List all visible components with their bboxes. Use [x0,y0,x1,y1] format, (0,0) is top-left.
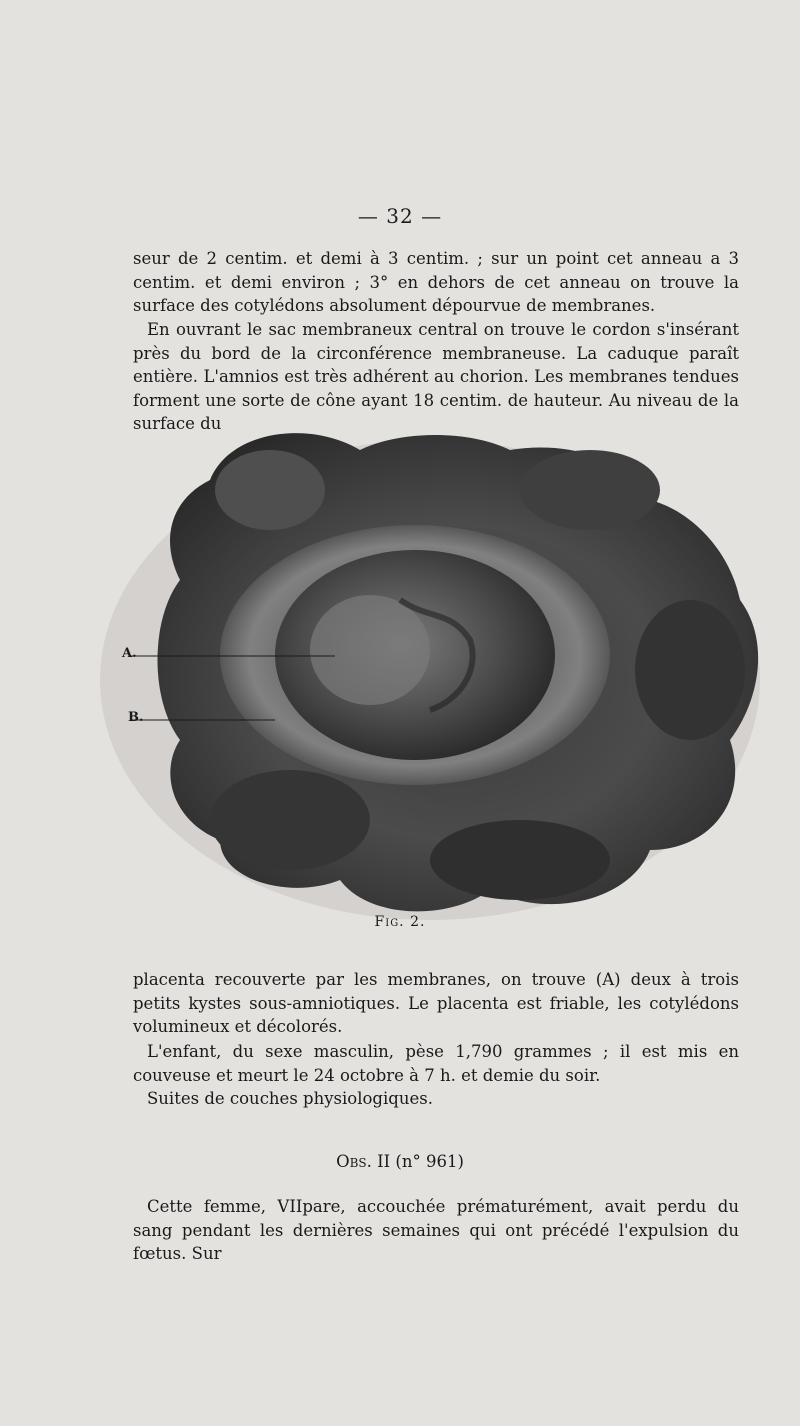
page-number: — 32 — [357,204,443,228]
observation-heading [0,1152,800,1171]
cotyledon-lobe [215,450,325,530]
paragraph-placenta: placenta recouverte par les membranes, on trouve (A) deux à trois petits kystes sous-amniotiques. Le placenta est friable, les cotylédons volumineux et décolorés. [133,970,739,1037]
placenta-figure [70,420,770,940]
cotyledon-lobe [520,450,660,530]
figure-caption: Fig. 2. [374,914,426,930]
paragraph-enfant: L'enfant, du sexe masculin, pèse 1,790 grammes ; il est mis en couveuse et meurt le 24 octobre à 7 h. et demie du soir. [133,1042,739,1085]
placenta-illustration [70,420,770,940]
cotyledon-lobe [430,820,610,900]
figure-label-a: A. [122,646,137,661]
figure-label-b: B. [128,710,144,725]
cotyledon-lobe [635,600,745,740]
observation-number: (n° 961) [395,1152,464,1171]
paragraph-obs-ii: Cette femme, VIIpare, accouchée prématurément, avait perdu du sang pendant les dernières semaines qui ont précédé l'expulsion du fœtus. Sur [133,1197,739,1264]
cord-region [310,595,430,705]
cotyledon-lobe [210,770,370,870]
paragraph-membranes: En ouvrant le sac membraneux central on trouve le cordon s'insérant près du bord de la circonférence membraneuse. La caduque paraît entière. L'amnios est très adhérent au chorion. Les membranes tendues forment une sorte de cône ayant 18 centim. de hauteur. Au niveau de la surface du [133,320,739,434]
paragraph-suites: Suites de couches physiologiques. [147,1089,433,1108]
observation-label: Obs. II [336,1152,391,1171]
paragraph-continuation: seur de 2 centim. et demi à 3 centim. ; sur un point cet anneau a 3 centim. et demi environ ; 3° en dehors de cet anneau on trouve la surface des cotylédons absolument dépourvue de membranes. [133,249,739,316]
